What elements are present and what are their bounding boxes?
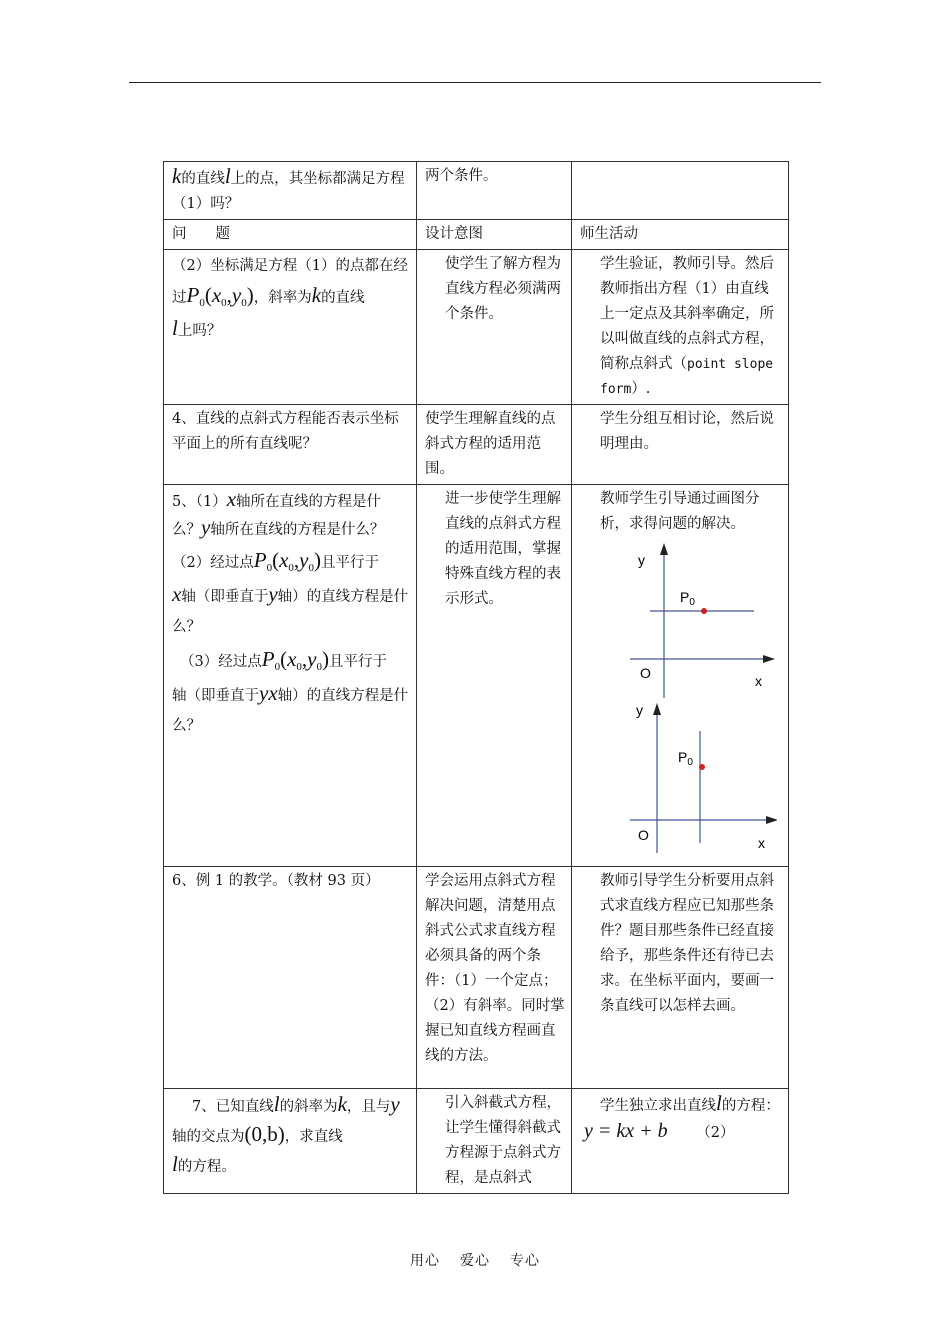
intent-cell [417,485,572,867]
math-l: l [273,1092,280,1116]
point-label: $P_0$ [680,589,695,608]
intent-text: 进一步使学生理解直线的点斜式方程的适用范围，掌握特殊直线方程的表示形式。 [445,491,561,607]
question-cell: 5、（1）x轴所在直线的方程是什么？y轴所在直线的方程是什么？ （2）经过点P0(x0,y0)且平行于 x轴（即垂直于y轴）的直线方程是什么？ （3）经过点P0(x0,y0)且平行于 轴（即垂直于yx轴）的直线方程是什么？ [164,485,417,867]
math-point-0b: (0,b) [244,1122,285,1146]
q-text: 上吗？ [177,323,222,339]
q-text: 6、例 1 的教学。（教材 93 页） [172,873,380,889]
math-P0: P0(x0,y0) [186,283,254,309]
intent-text: 两个条件。 [425,168,498,184]
header-rule [129,82,821,83]
q-text: （2）坐标满足方程（1）的点都在经过 [172,258,408,306]
math-x: x [226,487,237,511]
math-l: l [224,164,231,188]
q-text: ，斜率为 [253,290,312,306]
intent-cell [417,867,572,1089]
activity-text: 教师引导学生分析要用点斜式求直线方程应已知那些条件？题目那些条件已经直接给予，那些条件还有待已去求。在坐标平面内，要画一条直线可以怎样去画。 [600,873,774,1014]
header-activity [572,220,789,250]
math-k: k [337,1092,347,1116]
activity-text: 学生分组互相讨论，然后说明理由。 [600,411,774,452]
math-P0: P0(x0,y0) [261,647,329,673]
graph-parallel-y [630,702,777,853]
y-axis-label: y [636,702,643,718]
origin-label: O [640,665,651,681]
lesson-table [163,161,789,1194]
math-x: x [268,681,278,705]
y-arrow-icon [660,543,668,555]
graph-parallel-x [630,543,775,698]
math-l: l [716,1091,722,1115]
math-y: y [201,515,211,539]
math-x: x [172,582,182,606]
x-axis-label: x [758,835,765,851]
activity-cell [572,162,789,220]
activity-cell [572,250,789,405]
math-k: k [311,283,322,307]
footer-text: 用心 [410,1253,440,1269]
activity-cell: 学生独立求出直线l的方程： y = kx + b （2） [572,1089,789,1194]
table-header-row [164,220,789,250]
math-y: y [259,681,269,705]
header-question [164,220,417,250]
point-P0 [701,608,707,614]
activity-text: 教师学生引导通过画图分析，求得问题的解决。 [600,491,760,532]
math-k: k [172,164,182,188]
intent-text: 使学生了解方程为直线方程必须满两个条件。 [445,256,561,322]
x-axis-label: x [755,673,762,689]
intent-cell [417,1089,572,1194]
math-l: l [172,316,178,340]
question-cell: k的直线l上的点，其坐标都满足方程（1）吗？ [164,162,417,220]
footer-text: 爱心 [460,1253,490,1269]
activity-cell [572,485,789,867]
q-text: 的直线 [321,290,365,306]
activity-cell [572,405,789,485]
y-axis-label: y [638,552,645,568]
table-row [164,405,789,485]
table-row [164,162,789,220]
table-row [164,1089,789,1194]
coordinate-graphs [572,543,777,863]
x-arrow-icon [766,816,777,824]
question-cell [164,405,417,485]
intent-cell [417,405,572,485]
q-text: 4、直线的点斜式方程能否表示坐标平面上的所有直线呢？ [172,411,399,452]
math-y: y [268,582,278,606]
intent-cell [417,250,572,405]
header-intent [417,220,572,250]
intent-text: 学会运用点斜式方程解决问题，清楚用点斜式公式求直线方程必须具备的两个条件：（1）一个定点；（2）有斜率。同时掌握已知直线方程画直线的方法。 [425,873,565,1064]
origin-label: O [638,827,649,843]
header-intent-label: 设计意图 [425,226,483,242]
point-P0 [699,764,705,770]
intent-text: 引入斜截式方程，让学生懂得斜截式方程源于点斜式方程，是点斜式 [445,1095,561,1186]
activity-text: 学生验证，教师引导。然后教师指出方程（1）由直线上一定点及其斜率确定，所以叫做直线的点斜式方程，简称点斜式（point slope form）. [600,256,774,397]
intent-cell [417,162,572,220]
table-row [164,485,789,867]
table-row [164,250,789,405]
math-l: l [172,1152,178,1176]
footer [0,1250,950,1270]
question-cell [164,250,417,405]
header-activity-label: 师生活动 [580,226,638,242]
table-row [164,867,789,1089]
point-label: $P_0$ [678,749,693,768]
question-cell: 7、已知直线l的斜率为k，且与y轴的交点为(0,b)，求直线 l的方程。 [164,1089,417,1194]
footer-text: 专心 [510,1253,540,1269]
header-question-label: 问 题 [172,226,230,242]
math-y: y [390,1092,400,1116]
math-P0: P0(x0,y0) [253,548,321,574]
activity-cell [572,867,789,1089]
intent-text: 使学生理解直线的点斜式方程的适用范围。 [425,411,556,477]
equation-slope-intercept: y = kx + b [584,1120,668,1142]
question-cell [164,867,417,1089]
y-arrow-icon [653,703,661,715]
x-arrow-icon [763,655,775,663]
formula-number: （2） [696,1125,735,1141]
